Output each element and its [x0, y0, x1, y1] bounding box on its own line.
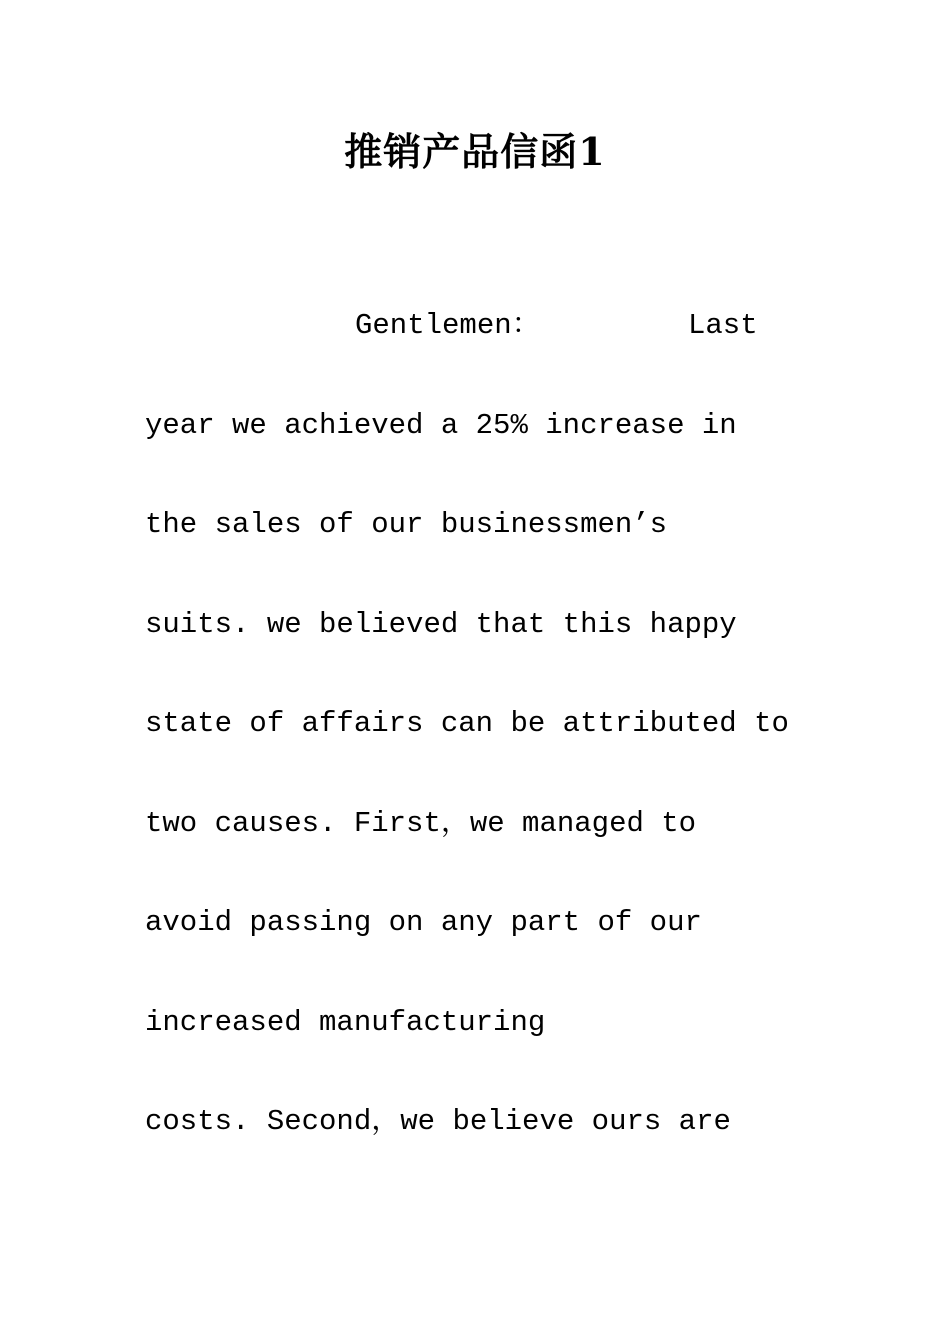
body-first-word: Last [688, 309, 758, 342]
body-line: avoid passing on any part of our [145, 906, 702, 939]
document-title: 推销产品信函1 [344, 129, 606, 174]
body-line: year we achieved a 25% increase in [145, 409, 737, 442]
body-line: suits. we believed that this happy [145, 608, 737, 641]
salutation: Gentlemen： [355, 309, 541, 342]
body-line: two causes. First，we managed to [145, 807, 697, 840]
body-line: the sales of our businessmen’s [145, 508, 668, 541]
body-line: costs. Second，we believe ours are [145, 1105, 731, 1138]
body-line: increased manufacturing [145, 1006, 546, 1039]
body-line: state of affairs can be attributed to [145, 707, 789, 740]
